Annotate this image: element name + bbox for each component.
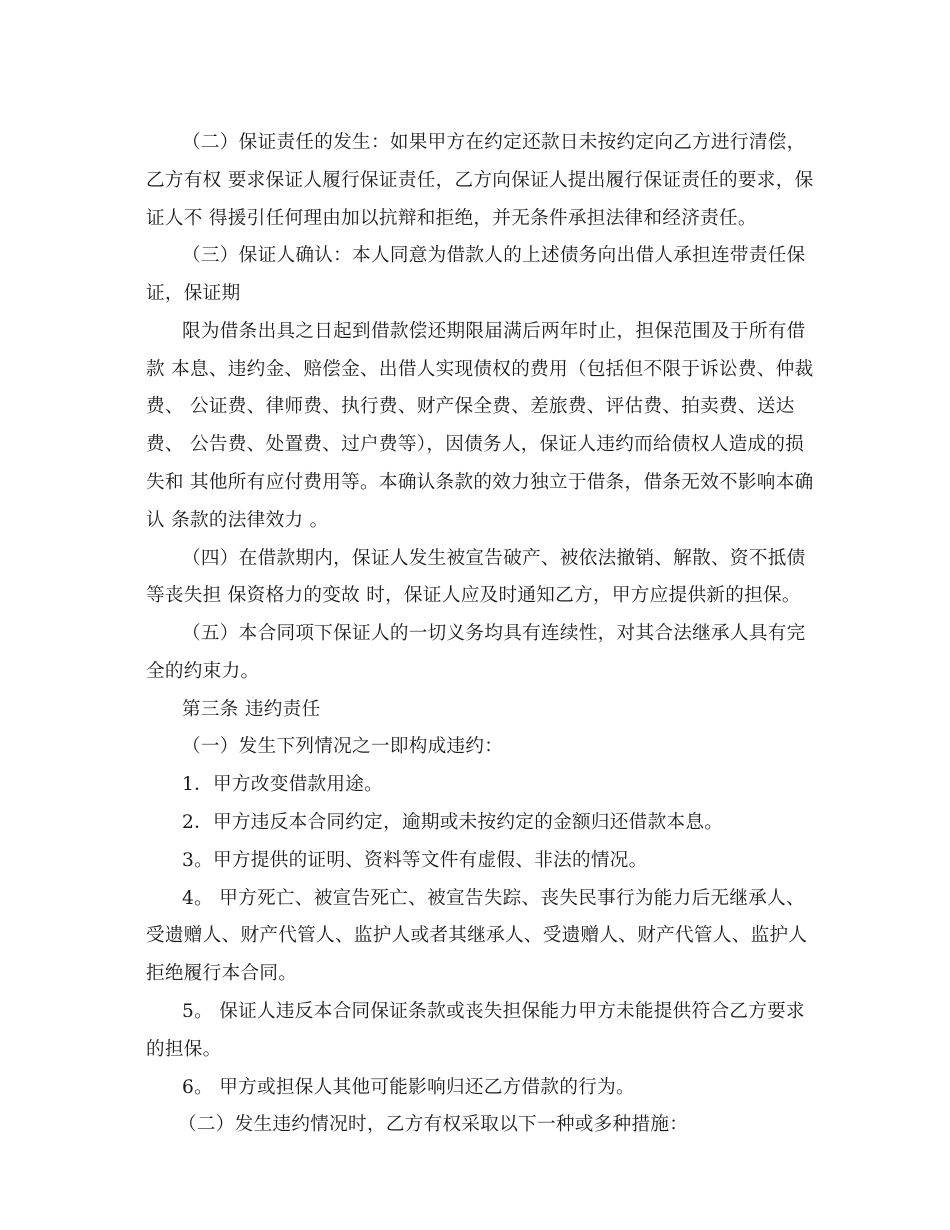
paragraph-line: 证人不 得援引任何理由加以抗辩和拒绝，并无条件承担法律和经济责任。 (146, 208, 757, 229)
list-item: 2．甲方违反本合同约定，逾期或未按约定的金额归还借款本息。 (182, 812, 724, 833)
paragraph-line: 费、 公证费、律师费、执行费、财产保全费、差旅费、评估费、拍卖费、送达 (146, 396, 795, 417)
paragraph-line: 证，保证期 (146, 283, 241, 304)
paragraph-line: （二）保证责任的发生：如果甲方在约定还款日未按约定向乙方进行清偿， (182, 132, 806, 153)
paragraph-line: （三）保证人确认：本人同意为借款人的上述债务向出借人承担连带责任保 (182, 245, 806, 266)
list-item: 3。甲方提供的证明、资料等文件有虚假、非法的情况。 (182, 850, 648, 871)
list-item: 6。 甲方或担保人其他可能影响归还乙方借款的行为。 (182, 1077, 635, 1098)
paragraph-line: 乙方有权 要求保证人履行保证责任，乙方向保证人提出履行保证责任的要求，保 (146, 170, 814, 191)
paragraph-line: 全的约束力。 (146, 661, 260, 682)
paragraph-line: 限为借条出具之日起到借款偿还期限届满后两年时止，担保范围及于所有借 (182, 321, 806, 342)
paragraph-line: （四）在借款期内，保证人发生被宣告破产、被依法撤销、解散、资不抵债 (182, 548, 806, 569)
paragraph-line: 等丧失担 保资格力的变故 时，保证人应及时通知乙方，甲方应提供新的担保。 (146, 585, 801, 606)
list-item: 5。 保证人违反本合同保证条款或丧失担保能力甲方未能提供符合乙方要求 (182, 1001, 805, 1022)
paragraph-line: 失和 其他所有应付费用等。本确认条款的效力独立于借条，借条无效不影响本确 (146, 472, 814, 493)
paragraph-line: 认 条款的法律效力 。 (146, 510, 329, 531)
paragraph-line: （五）本合同项下保证人的一切义务均具有连续性，对其合法继承人具有完 (182, 623, 806, 644)
paragraph-line: （一）发生下列情况之一即构成违约： (182, 736, 504, 757)
paragraph-line: 的担保。 (146, 1039, 222, 1060)
paragraph-line: 款 本息、违约金、赔偿金、出借人实现债权的费用（包括但不限于诉讼费、仲裁 (146, 359, 814, 380)
paragraph-line: 拒绝履行本合同。 (146, 963, 298, 984)
list-item: 4。 甲方死亡、被宣告死亡、被宣告失踪、丧失民事行为能力后无继承人、 (182, 888, 805, 909)
paragraph-line: 费、 公告费、处置费、过户费等），因债务人，保证人违约而给债权人造成的损 (146, 434, 805, 455)
list-item: 1．甲方改变借款用途。 (182, 774, 384, 795)
section-heading: 第三条 违约责任 (182, 699, 321, 720)
paragraph-line: 受遗赠人、财产代管人、监护人或者其继承人、受遗赠人、财产代管人、监护人 (146, 925, 808, 946)
paragraph-line: （二）发生违约情况时，乙方有权采取以下一种或多种措施： (178, 1114, 689, 1135)
